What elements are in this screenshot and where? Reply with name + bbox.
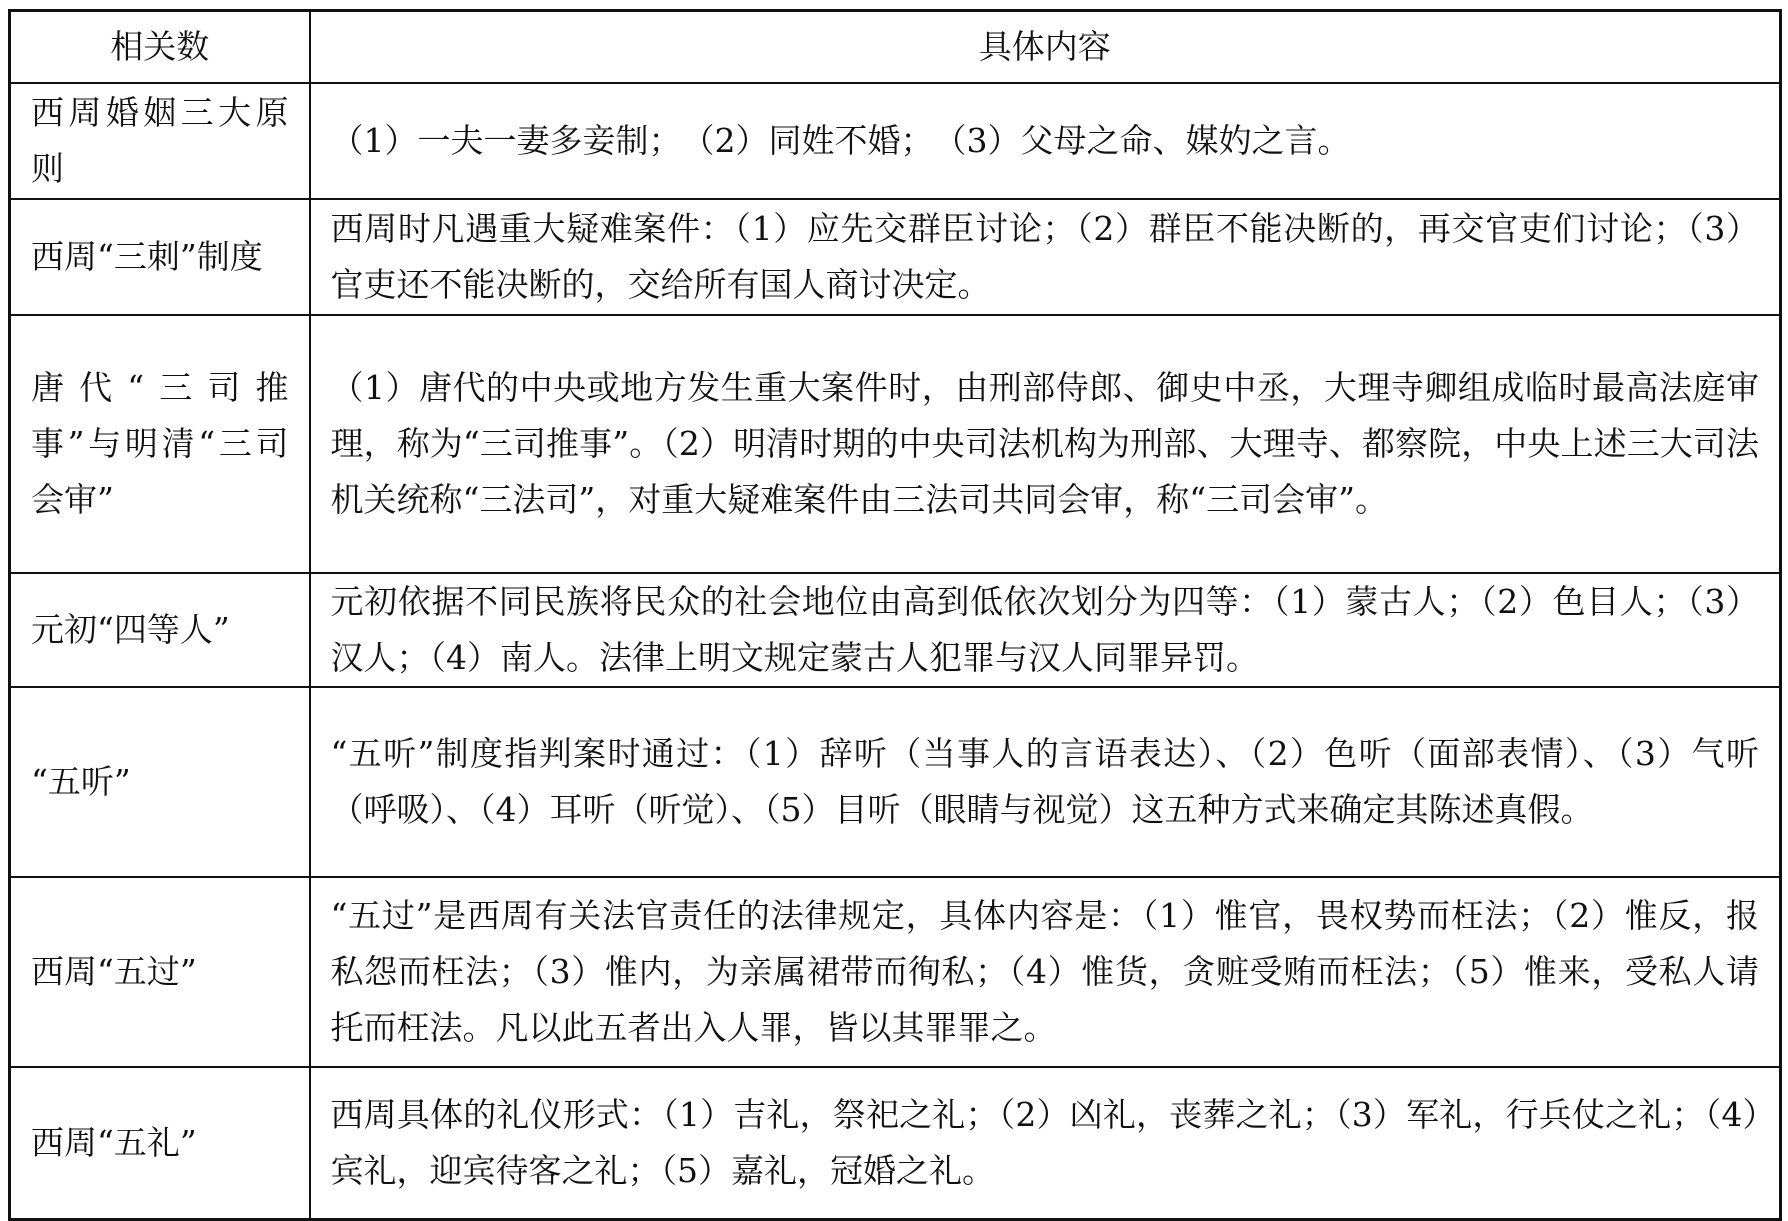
table-row	[10, 687, 1781, 877]
content-cell: 元初依据不同民族将民众的社会地位由高到低依次划分为四等：（1）蒙古人；（2）色目人；（3）汉人；（4）南人。法律上明文规定蒙古人犯罪与汉人同罪异罚。	[310, 573, 1781, 687]
content-cell: （1）一夫一妻多妾制； （2）同姓不婚； （3）父母之命、媒妁之言。	[310, 83, 1781, 199]
table-row	[10, 1067, 1781, 1220]
content-cell: （1）唐代的中央或地方发生重大案件时，由刑部侍郎、御史中丞，大理寺卿组成临时最高法庭审理，称为“三司推事”。（2）明清时期的中央司法机构为刑部、大理寺、都察院，中央上述三大司法机关统称“三法司”，对重大疑难案件由三法司共同会审，称“三司会审”。	[310, 315, 1781, 573]
term-cell: 唐代“三司推事”与明清“三司会审”	[10, 315, 310, 573]
table-row	[10, 83, 1781, 199]
table-header-row	[10, 11, 1781, 84]
term-cell: 西周婚姻三大原则	[10, 83, 310, 199]
term-cell: “五听”	[10, 687, 310, 877]
header-content: 具体内容	[310, 11, 1781, 84]
legal-concepts-table	[8, 9, 1782, 1221]
table-row	[10, 877, 1781, 1067]
table-row	[10, 315, 1781, 573]
header-term: 相关数	[10, 11, 310, 84]
content-cell: “五过”是西周有关法官责任的法律规定，具体内容是：（1）惟官，畏权势而枉法；（2）惟反，报私怨而枉法；（3）惟内，为亲属裙带而徇私；（4）惟货，贪赃受贿而枉法；（5）惟来，受私人请托而枉法。凡以此五者出入人罪，皆以其罪罪之。	[310, 877, 1781, 1067]
table-row	[10, 573, 1781, 687]
content-cell: 西周时凡遇重大疑难案件：（1）应先交群臣讨论；（2）群臣不能决断的，再交官吏们讨论；（3）官吏还不能决断的，交给所有国人商讨决定。	[310, 199, 1781, 315]
content-cell: “五听”制度指判案时通过：（1）辞听（当事人的言语表达）、（2）色听（面部表情）、（3）气听（呼吸）、（4）耳听（听觉）、（5）目听（眼睛与视觉）这五种方式来确定其陈述真假。	[310, 687, 1781, 877]
table-row	[10, 199, 1781, 315]
content-cell: 西周具体的礼仪形式：（1）吉礼，祭祀之礼；（2）凶礼，丧葬之礼；（3）军礼，行兵仗之礼；（4）宾礼，迎宾待客之礼；（5）嘉礼，冠婚之礼。	[310, 1067, 1781, 1220]
term-cell: 西周“五礼”	[10, 1067, 310, 1220]
term-cell: 西周“三刺”制度	[10, 199, 310, 315]
term-cell: 西周“五过”	[10, 877, 310, 1067]
term-cell: 元初“四等人”	[10, 573, 310, 687]
